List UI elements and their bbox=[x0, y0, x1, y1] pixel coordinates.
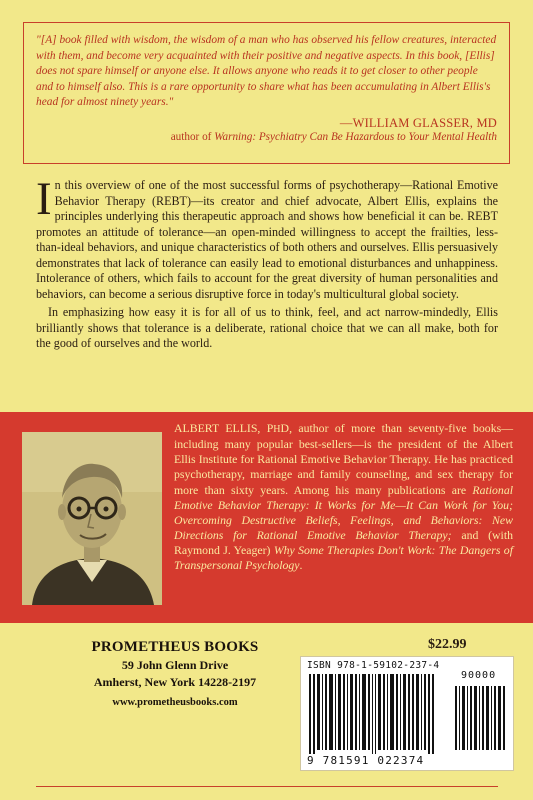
author-degree-end: D bbox=[280, 421, 290, 435]
publisher-name: PROMETHEUS BOOKS bbox=[91, 639, 259, 655]
endorsement-attribution bbox=[36, 116, 497, 145]
drop-cap: I bbox=[36, 173, 52, 225]
author-publication-titles: Rational Emotive Behavior Therapy: It Works for Me—It Can Work for You; Overcoming Destructive Beliefs, Feelings, and Behaviors: New Directions for Rational Emotive Behavior Therapy; bbox=[174, 482, 513, 543]
description-paragraph-2: In emphasizing how easy it is for all of us to think, feel, and act narrow-mindedly, Ellis brilliantly shows that tolerance is a deliberate, rational choice that we can all make, both for the good of ourselves and the world. bbox=[36, 305, 498, 351]
endorser-credit bbox=[36, 130, 497, 145]
endorsement-quote-text: "[A] book filled with wisdom, the wisdom of a man who has observed his fellow creatures, interacted with them, and become very acquainted with their positive and negative aspects. In this book, [Ellis] does not spare himself or anyone else. It allows anyone who reads it to get closer to other people and to himself also. This is a rare opportunity to share what has been accumulating in Albert Ellis's head for almost ninety years." bbox=[36, 34, 497, 109]
author-bio-text-1: , author of more than seventy-five books—including many popular best-sellers—is the president of the Albert Ellis Institute for Rational Emotive Behavior Therapy. He has practiced psychotherapy, marriage and family counseling, and sex therapy for more than sixty years. Among his many publications are bbox=[174, 421, 513, 497]
author-publication-title-2: Why Some Therapies Don't Work: The Dangers of Transpersonal Psychology bbox=[174, 543, 513, 573]
author-bio-paragraph bbox=[174, 421, 513, 574]
publisher-address-line-2: Amherst, New York 14228-2197 bbox=[93, 675, 257, 689]
author-bio-band bbox=[0, 412, 533, 623]
endorser-book-title: Warning: Psychiatry Can Be Hazardous to Your Mental Health bbox=[214, 130, 497, 143]
publisher-address-line-1: 59 John Glenn Drive bbox=[121, 658, 229, 672]
publisher-website: www.prometheusbooks.com bbox=[112, 697, 238, 708]
publisher-block bbox=[60, 637, 290, 711]
book-description bbox=[36, 173, 498, 352]
author-photo bbox=[22, 432, 162, 605]
endorser-name: —WILLIAM GLASSER, MD bbox=[339, 115, 497, 130]
bottom-divider bbox=[36, 786, 498, 787]
author-bio-text-3: . bbox=[299, 558, 303, 573]
author-bio-text bbox=[174, 421, 513, 574]
author-name: ALBERT ELLIS, P bbox=[174, 421, 274, 435]
author-bio-text-2: and (with Raymond J. Yeager) bbox=[174, 528, 513, 558]
description-paragraph-1-text: n this overview of one of the most successful forms of psychotherapy—Rational Emotive Behavior Therapy (REBT)—its creator and chief advocate, Albert Ellis, explains the principles underlying this therapeutic approach and shows how beneficial it can be. REBT promotes an attitude of tolerance—an open-minded willingness to accept the frailties, less-than-ideal behaviors, and unique characteristics of both others and ourselves. Ellis persuasively demonstrates that lack of tolerance can easily lead to emotional disturbances and unhappiness. Intolerance of others, which fails to account for the great diversity of human personalities and behaviors, can become a serious disruptive force in today's multicultural global society. bbox=[36, 178, 498, 301]
endorsement-quote-box bbox=[23, 22, 510, 164]
isbn-barcode bbox=[300, 656, 514, 771]
barcode-addon-number: 90000 bbox=[461, 670, 497, 681]
author-degree-small: H bbox=[273, 424, 281, 435]
isbn-label: ISBN 978-1-59102-237-4 bbox=[307, 660, 440, 671]
barcode-bars bbox=[307, 674, 509, 754]
endorser-credit-prefix: author of bbox=[170, 130, 215, 143]
description-paragraph-1 bbox=[36, 173, 498, 302]
barcode-number: 9 781591 022374 bbox=[307, 754, 425, 767]
price-label: $22.99 bbox=[428, 637, 467, 652]
